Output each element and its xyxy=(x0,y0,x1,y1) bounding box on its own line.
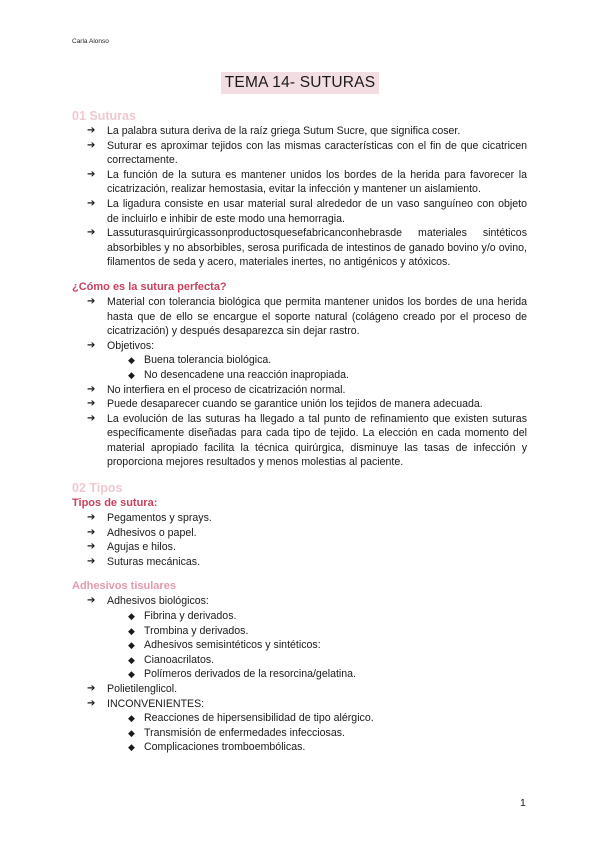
list-item: ➔ Pegamentos y sprays. xyxy=(87,512,212,525)
diamond-icon: ◆ xyxy=(128,355,135,366)
arrow-icon: ➔ xyxy=(87,197,96,209)
document-body xyxy=(72,108,527,755)
list-item: ➔ Objetivos: xyxy=(87,339,155,352)
arrow-icon: ➔ xyxy=(87,168,96,180)
arrow-icon: ➔ xyxy=(87,412,96,424)
perfecta-list xyxy=(72,295,527,470)
arrow-icon: ➔ xyxy=(87,683,96,694)
section-heading-perfecta: ¿Cómo es la sutura perfecta? xyxy=(72,280,227,293)
author-name: Carla Alonso xyxy=(72,38,109,45)
arrow-icon: ➔ xyxy=(87,383,96,395)
list-subitem: ◆ Polímeros derivados de la resorcina/gelatina. xyxy=(128,668,356,681)
section-heading-suturas: 01 Suturas xyxy=(72,109,136,123)
page-title: TEMA 14- SUTURAS xyxy=(221,72,379,94)
suturas-list xyxy=(72,124,527,270)
list-subitem: ◆ Buena tolerancia biológica. xyxy=(128,354,272,367)
list-subitem: ◆ Adhesivos semisintéticos y sintéticos: xyxy=(128,639,321,652)
list-subitem: ◆ Cianoacrilatos. xyxy=(128,653,215,666)
list-subitem: ◆ Complicaciones tromboembólicas. xyxy=(128,741,306,754)
list-item: ➔ Lassuturasquirúrgicassonproductosquesefabricanconhebrasde materiales sintéticos absorbibles y no absorbibles, serosa purificada de intestinos de ganado bovino y/o ovino, filamentos de seda y acero, materiales inertes, no antigénicos y atóxicos. xyxy=(87,227,527,269)
arrow-icon: ➔ xyxy=(87,139,96,151)
list-item: ➔ Polietilenglicol. xyxy=(87,683,178,695)
list-item: ➔ INCONVENIENTES: xyxy=(87,697,205,710)
arrow-icon: ➔ xyxy=(87,295,96,307)
list-subitem: ◆ No desencadene una reacción inapropiada. xyxy=(128,368,349,381)
arrow-icon: ➔ xyxy=(87,555,96,567)
diamond-icon: ◆ xyxy=(128,727,135,738)
diamond-icon: ◆ xyxy=(128,640,135,651)
diamond-icon: ◆ xyxy=(128,625,135,636)
list-subitem: ◆ Fibrina y derivados. xyxy=(128,610,237,623)
arrow-icon: ➔ xyxy=(87,697,96,709)
title-wrapper xyxy=(0,72,600,94)
list-item: ➔ La ligadura consiste en usar material sural alrededor de un vaso sanguíneo con objeto de incluirlo e inhibir de este modo una hemorragia. xyxy=(87,197,527,225)
tipos-list xyxy=(72,511,527,569)
arrow-icon: ➔ xyxy=(87,227,96,239)
list-item: ➔ Material con tolerancia biológica que permita mantener unidos los bordes de una herida hasta que de ello se encargue el soporte natural (colágeno creado por el proceso de cicatrización) y después desaparezca sin dejar rastro. xyxy=(87,295,527,338)
list-item: ➔ Agujas e hilos. xyxy=(87,541,176,554)
diamond-icon: ◆ xyxy=(128,369,135,380)
section-heading-adhesivos: Adhesivos tisulares xyxy=(72,580,176,593)
list-item: ➔ Adhesivos o papel. xyxy=(87,526,197,539)
arrow-icon: ➔ xyxy=(87,512,96,524)
list-item: ➔ La función de la sutura es mantener unidos los bordes de la herida para favorecer la cicatrización, realizar hemostasia, evitar la infección y mantener un aislamiento. xyxy=(87,168,527,196)
diamond-icon: ◆ xyxy=(128,742,135,753)
list-item: ➔ Puede desaparecer cuando se garantice unión los tejidos de manera adecuada. xyxy=(87,398,483,411)
section-heading-tipos: 02 Tipos xyxy=(72,481,123,496)
arrow-icon: ➔ xyxy=(87,398,96,410)
arrow-icon: ➔ xyxy=(87,541,96,553)
list-subitem: ◆ Reacciones de hipersensibilidad de tipo alérgico. xyxy=(128,712,374,725)
diamond-icon: ◆ xyxy=(128,713,135,724)
subheading-tipos-sutura: Tipos de sutura: xyxy=(72,497,158,510)
adhesivos-list xyxy=(72,594,527,755)
list-item: ➔ Adhesivos biológicos: xyxy=(87,595,209,608)
list-item: ➔ La evolución de las suturas ha llegado a tal punto de refinamiento que existen suturas específicamente diseñadas para cada tipo de tejido. La elección en cada momento del material apropiado facilita la técnica quirúrgica, disminuye las tasas de infección y proporciona mejores resultados y menos molestias al paciente. xyxy=(87,412,527,469)
arrow-icon: ➔ xyxy=(87,526,96,538)
list-item: ➔ No interfiera en el proceso de cicatrización normal. xyxy=(87,383,346,396)
page-number: 1 xyxy=(520,797,526,809)
arrow-icon: ➔ xyxy=(87,595,96,607)
list-item: ➔ Suturar es aproximar tejidos con las mismas características con el fin de que cicatricen correctamente. xyxy=(87,139,527,167)
diamond-icon: ◆ xyxy=(128,611,135,622)
diamond-icon: ◆ xyxy=(128,654,135,665)
arrow-icon: ➔ xyxy=(87,339,96,351)
list-item: ➔ Suturas mecánicas. xyxy=(87,555,201,568)
diamond-icon: ◆ xyxy=(128,669,135,680)
list-item: ➔ La palabra sutura deriva de la raíz griega Sutum Sucre, que significa coser. xyxy=(87,125,461,137)
arrow-icon: ➔ xyxy=(87,125,96,136)
list-subitem: ◆ Trombina y derivados. xyxy=(128,624,249,637)
list-subitem: ◆ Transmisión de enfermedades infecciosas. xyxy=(128,726,345,739)
